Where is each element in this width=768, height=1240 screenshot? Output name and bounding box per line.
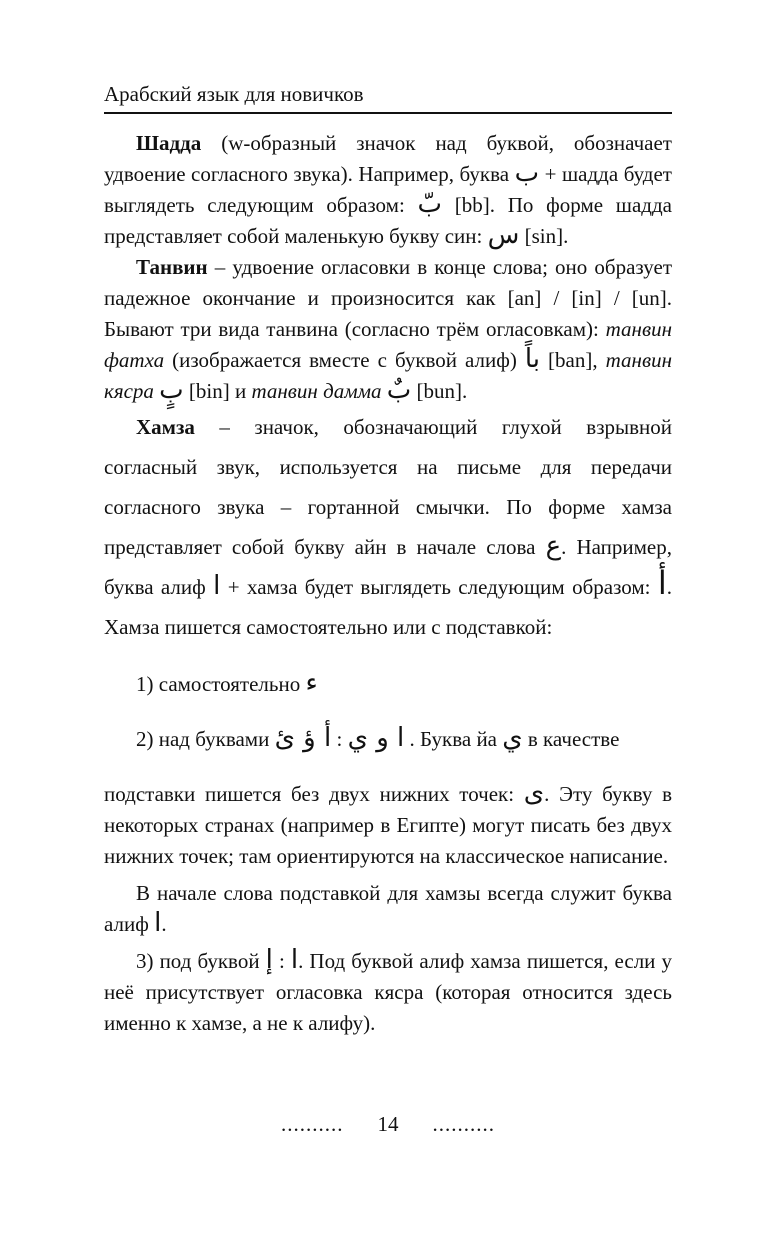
page-body xyxy=(104,128,672,1039)
text: (изображается вместе с буквой алиф) xyxy=(164,348,525,372)
text: + хамза будет выглядеть следующим образом: xyxy=(220,575,658,599)
term-tanvin: Танвин xyxy=(136,255,208,279)
paragraph-shadda xyxy=(104,128,672,252)
text: [ban], xyxy=(540,348,606,372)
arabic-alif-hamza-below: إ xyxy=(265,945,273,975)
text: . Под буквой алиф хамза пишется, если у неё присутствует огласовка кясра (которая относится здесь именно к хамзе, а не к алифу). xyxy=(104,949,672,1035)
text: [bin] и xyxy=(183,379,252,403)
paragraph-hamza xyxy=(104,407,672,647)
arabic-letter-ain: ع xyxy=(545,531,562,561)
text: – удвоение огласовки в конце слова; оно образует падежное окончание и произносится как [an] / [in] / [un]. Бывают три вида танвина (согласно трём огласовкам): xyxy=(104,255,672,341)
arabic-carrier-letters: ا و ي xyxy=(347,723,405,753)
term-tanvin-damma: танвин дамма xyxy=(251,379,382,403)
arabic-alif-maqsura: ى xyxy=(523,778,545,808)
arabic-ba-shadda: بّ xyxy=(417,189,443,219)
book-title: Арабский язык для новичков xyxy=(104,82,364,106)
arabic-letter-alif: ا xyxy=(290,945,299,975)
arabic-bun: بٌ xyxy=(386,375,412,405)
text: + шадда будет выглядеть следующим образом: xyxy=(104,162,672,217)
text: (w-образный значок над буквой, обозначает удвоение согласного звука). Например, буква xyxy=(104,131,672,186)
footer-dots-right: .......... xyxy=(432,1112,495,1136)
text: . Буква йа xyxy=(404,727,503,751)
running-header xyxy=(104,80,672,114)
text: подставки пишется без двух нижних точек: xyxy=(104,782,524,806)
arabic-letter-alif: ا xyxy=(154,908,162,938)
text: В начале слова подставкой для хамзы всегда служит буква алиф xyxy=(104,881,672,936)
arabic-hamza-alone: ء xyxy=(305,668,318,698)
arabic-hamza-carriers: أ ؤ ئ xyxy=(274,723,332,753)
text: [bb]. По форме шадда представляет собой маленькую букву син: xyxy=(104,193,672,248)
list-item-2 xyxy=(104,724,672,755)
list-item-3 xyxy=(104,946,672,1039)
text: . xyxy=(161,912,167,936)
arabic-ban: باً xyxy=(524,344,541,374)
text: . Например, буква алиф xyxy=(104,535,673,599)
paragraph-tanvin xyxy=(104,252,672,407)
text: [sin]. xyxy=(519,224,569,248)
paragraph-ya-carrier xyxy=(104,779,672,872)
page-footer xyxy=(104,1112,672,1137)
term-tanvin-fatha: танвин фатха xyxy=(104,317,672,372)
term-shadda: Шадда xyxy=(136,131,202,155)
text: . Эту букву в некоторых странах (например в Египте) могут писать без двух нижних точек; там ориентируются на классическое написание. xyxy=(104,782,672,868)
arabic-letter-ba: ب xyxy=(514,158,540,188)
page-number: 14 xyxy=(377,1112,399,1136)
text: [bun]. xyxy=(411,379,468,403)
text: : xyxy=(331,727,348,751)
arabic-alif-hamza: أ xyxy=(657,564,667,602)
arabic-letter-ya: ي xyxy=(502,723,523,753)
text: : xyxy=(272,949,291,973)
text: – значок, обозначающий глухой взрывной согласный звук, используется на письме для передачи согласного звука – гортанной смычки. По форме хамза представляет собой букву айн в начале слова xyxy=(104,415,672,559)
text: 2) над буквами xyxy=(136,727,275,751)
arabic-letter-sin: س xyxy=(487,220,520,250)
paragraph-alif-carrier xyxy=(104,878,672,940)
list-item-1 xyxy=(104,669,672,700)
arabic-letter-alif: ا xyxy=(213,571,221,601)
text: 3) под буквой xyxy=(136,949,266,973)
text: 1) самостоятельно xyxy=(136,672,306,696)
text: в качестве xyxy=(522,727,620,751)
term-tanvin-kyasra: танвин кясра xyxy=(104,348,672,403)
text: . Хамза пишется самостоятельно или с подставкой: xyxy=(104,575,672,639)
term-hamza: Хамза xyxy=(136,415,195,439)
footer-dots-left: .......... xyxy=(281,1112,344,1136)
arabic-bin: بٍ xyxy=(159,375,184,405)
